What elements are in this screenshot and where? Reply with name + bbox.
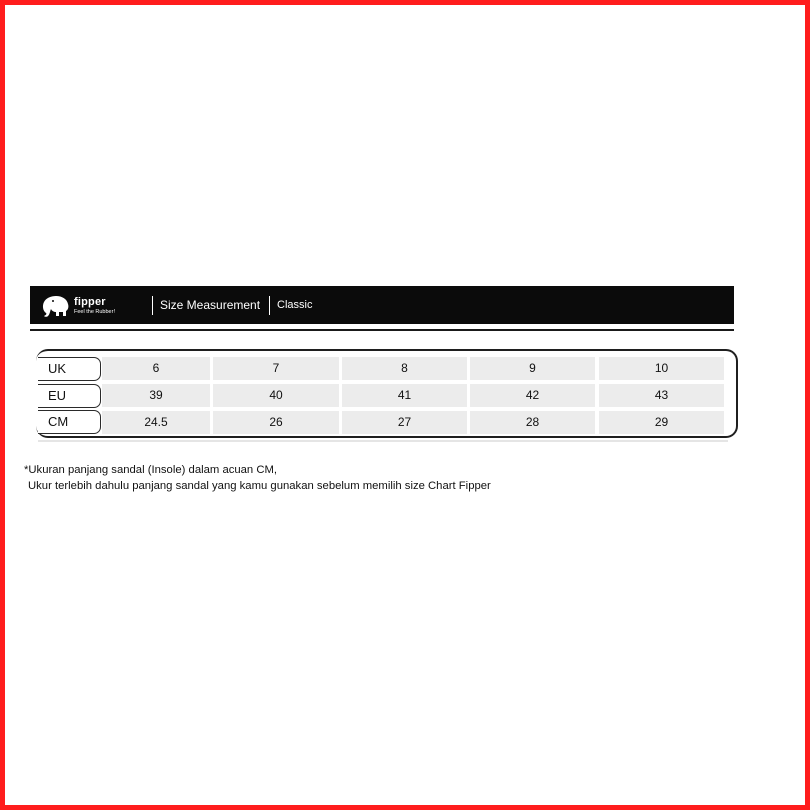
brand-tagline: Feel the Rubber! [74, 309, 115, 315]
size-cell-eu: 40 [213, 384, 339, 407]
measurement-note: Ukur terlebih dahulu panjang sandal yang kamu gunakan sebelum memilih size Chart Fipper [28, 480, 491, 492]
size-cell-uk: 7 [213, 357, 339, 380]
size-cell-cm: 27 [342, 411, 467, 434]
size-table-shadow [38, 440, 728, 442]
size-chart-header [30, 286, 734, 324]
header-divider [269, 296, 270, 315]
brand-name: fipper [74, 296, 106, 308]
size-cell-eu: 39 [102, 384, 210, 407]
row-label-uk: UK [38, 357, 101, 381]
size-cell-uk: 6 [102, 357, 210, 380]
size-cell-eu: 43 [599, 384, 724, 407]
row-label-eu: EU [38, 384, 101, 408]
header-divider [152, 296, 153, 315]
measurement-note: *Ukuran panjang sandal (Insole) dalam acuan CM, [24, 464, 278, 476]
section-title: Size Measurement [160, 298, 261, 312]
model-name: Classic [277, 299, 313, 311]
header-underline [30, 329, 734, 331]
size-cell-cm: 28 [470, 411, 595, 434]
size-cell-cm: 24.5 [102, 411, 210, 434]
size-cell-eu: 41 [342, 384, 467, 407]
brand-logo [40, 293, 148, 319]
row-label-cm: CM [38, 410, 101, 434]
size-cell-cm: 29 [599, 411, 724, 434]
size-cell-uk: 9 [470, 357, 595, 380]
elephant-logo-icon [40, 293, 72, 319]
size-cell-uk: 8 [342, 357, 467, 380]
size-cell-eu: 42 [470, 384, 595, 407]
size-cell-uk: 10 [599, 357, 724, 380]
size-cell-cm: 26 [213, 411, 339, 434]
